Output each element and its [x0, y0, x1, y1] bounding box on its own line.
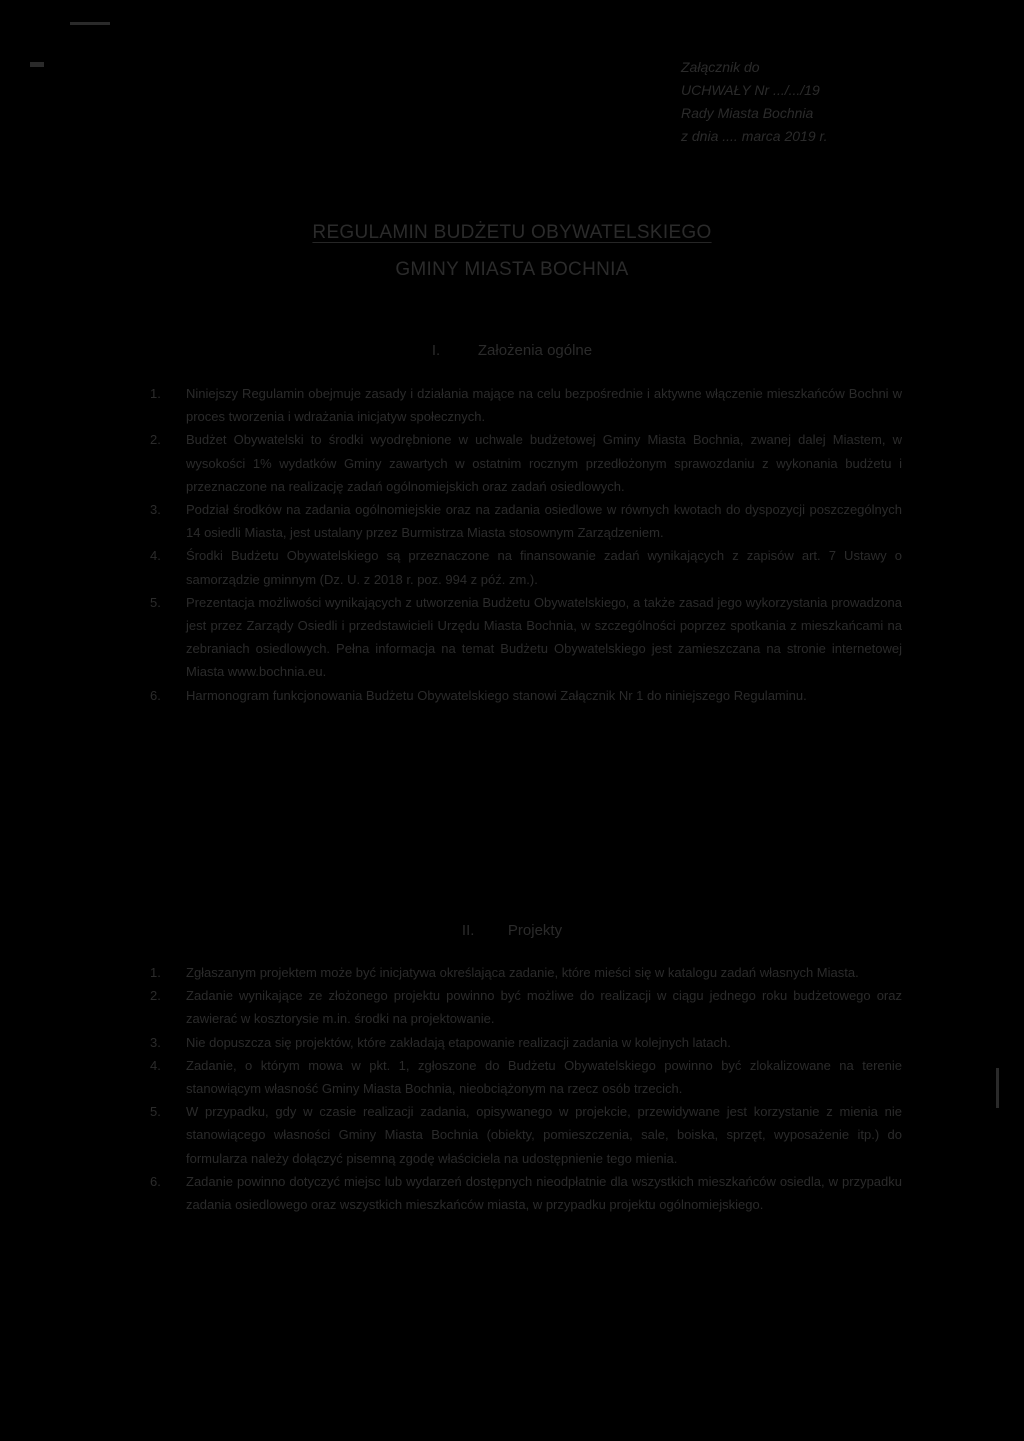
item-number: 4. — [150, 1057, 161, 1073]
attachment-note-line: Rady Miasta Bochnia — [681, 105, 814, 121]
item-number: 1. — [150, 386, 161, 401]
section-heading — [0, 342, 1024, 359]
item-text: Zadanie wynikające ze złożonego projektu powinno być możliwe do realizacji w ciągu jednego roku budżetowego oraz zawierać w kosztorysie m.in. środki na projektowanie. — [186, 988, 902, 1027]
section-title: Założenia ogólne — [477, 342, 593, 359]
list-item — [150, 1170, 902, 1216]
attachment-note — [681, 56, 981, 148]
item-number: 1. — [150, 965, 161, 980]
section-number: II. — [461, 922, 475, 939]
item-text: Środki Budżetu Obywatelskiego są przeznaczone na finansowanie zadań wynikających z zapisów art. 7 Ustawy o samorządzie gminnym (Dz. U. z 2018 r. poz. 994 z póź. zm.). — [186, 548, 902, 587]
list-item — [150, 1100, 902, 1170]
item-number: 6. — [150, 687, 161, 703]
item-text: Harmonogram funkcjonowania Budżetu Obywatelskiego stanowi Załącznik Nr 1 do niniejszego Regulaminu. — [186, 687, 807, 703]
item-number: 5. — [150, 594, 161, 610]
list-item — [150, 684, 902, 707]
list-item — [150, 428, 902, 498]
scan-speck — [996, 1068, 999, 1108]
section-heading — [0, 922, 1024, 939]
item-number: 5. — [150, 1104, 161, 1120]
list-item — [150, 498, 902, 544]
item-number: 2. — [150, 988, 161, 1004]
list-item — [150, 591, 902, 684]
item-text: Podział środków na zadania ogólnomiejskie oraz na zadania osiedlowe w równych kwotach do dyspozycji poszczególnych 14 osiedli Miasta, jest ustalany przez Burmistrza Miasta stosownym Zarządzeniem. — [186, 502, 902, 541]
list-item — [150, 984, 902, 1030]
document-subtitle: GMINY MIASTA BOCHNIA — [395, 259, 629, 280]
section-title: Projekty — [507, 922, 563, 939]
attachment-note-line: UCHWAŁY Nr .../.../19 — [681, 82, 820, 98]
item-text: Zadanie powinno dotyczyć miejsc lub wydarzeń dostępnych nieodpłatnie dla wszystkich mieszkańców osiedla, w przypadku zadania osiedlowego oraz wszystkich mieszkańców miasta, w przypadku projektu ogólnomiejskiego. — [186, 1173, 902, 1213]
list-item — [150, 1031, 902, 1054]
attachment-note-line: Załącznik do — [681, 59, 760, 75]
list-item — [150, 961, 902, 984]
item-text: Nie dopuszcza się projektów, które zakładają etapowanie realizacji zadania w kolejnych latach. — [186, 1034, 731, 1050]
item-text: Zgłaszanym projektem może być inicjatywa określająca zadanie, które mieści się w katalogu zadań własnych Miasta. — [186, 965, 859, 980]
list-item — [150, 544, 902, 590]
item-number: 2. — [150, 432, 161, 448]
item-number: 4. — [150, 548, 161, 564]
item-number: 3. — [150, 502, 161, 518]
document-title: REGULAMIN BUDŻETU OBYWATELSKIEGO — [312, 222, 712, 243]
section-2-list — [150, 961, 902, 1216]
item-text: Budżet Obywatelski to środki wyodrębnione w uchwale budżetowej Gminy Miasta Bochnia, zwanej dalej Miastem, w wysokości 1% wydatków Gminy zawartych w ostatnim rocznym przedłożonym sprawozdaniu z wykonania budżetu i przeznaczone na realizację zadań ogólnomiejskich oraz zadań osiedlowych. — [186, 432, 902, 494]
item-text: Niniejszy Regulamin obejmuje zasady i działania mające na celu bezpośrednie i aktywne włączenie mieszkańców Bochni w proces tworzenia i wdrażania inicjatyw społecznych. — [186, 386, 902, 425]
list-item — [150, 382, 902, 428]
scan-speck — [30, 62, 44, 67]
section-number: I. — [431, 342, 441, 359]
item-text: Prezentacja możliwości wynikających z utworzenia Budżetu Obywatelskiego, a także zasad jego wykorzystania prowadzona jest przez Zarządy Osiedli i przedstawicieli Urzędu Miasta Bochnia, w szczególności poprzez spotkania z mieszkańcami na zebraniach osiedlowych. Pełna informacja na temat Budżetu Obywatelskiego jest zamieszczana na stronie internetowej Miasta www.bochnia.eu. — [186, 594, 902, 680]
scan-speck — [70, 22, 110, 25]
item-number: 3. — [150, 1034, 161, 1050]
attachment-note-line: z dnia .... marca 2019 r. — [681, 128, 828, 144]
list-item — [150, 1054, 902, 1100]
section-1-list — [150, 382, 902, 707]
item-number: 6. — [150, 1173, 161, 1189]
item-text: W przypadku, gdy w czasie realizacji zadania, opisywanego w projekcie, przewidywane jest korzystanie z mienia nie stanowiącego własności Gminy Miasta Bochnia (obiekty, pomieszczenia, sale, boiska, sprzęt, wyposażenie itp.) do formularza należy dołączyć pisemną zgodę właściciela na udostępnienie tego mienia. — [186, 1104, 902, 1166]
item-text: Zadanie, o którym mowa w pkt. 1, zgłoszone do Budżetu Obywatelskiego powinno być zlokalizowane na terenie stanowiącym własność Gminy Miasta Bochnia, nieobciążonym na rzecz osób trzecich. — [186, 1057, 902, 1097]
